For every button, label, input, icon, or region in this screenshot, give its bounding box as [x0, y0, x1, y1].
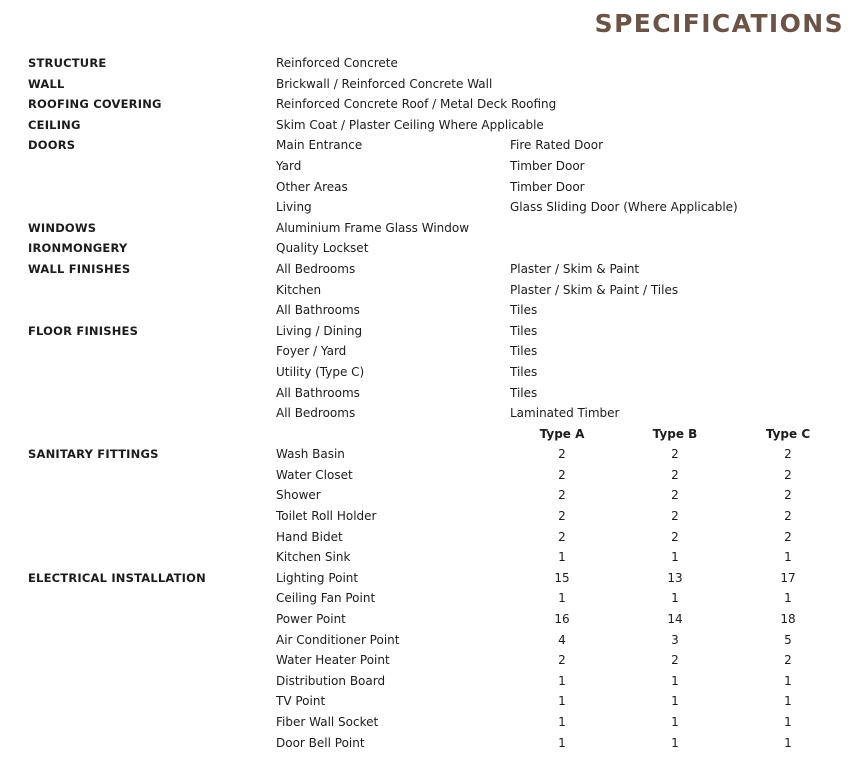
spec-row [0, 280, 868, 301]
spec-row [0, 321, 868, 342]
type-count: 1 [558, 673, 566, 688]
type-count: 1 [671, 591, 679, 606]
spec-row [0, 527, 868, 548]
type-count: 2 [671, 529, 679, 544]
spec-row [0, 609, 868, 630]
spec-item: Skim Coat / Plaster Ceiling Where Applicable [276, 117, 544, 132]
spec-item: Lighting Point [276, 570, 359, 585]
spec-value: Laminated Timber [510, 406, 620, 421]
spec-item: Wash Basin [276, 447, 345, 462]
spec-item: Aluminium Frame Glass Window [276, 220, 470, 235]
spec-value: Tiles [510, 364, 538, 379]
spec-row [0, 547, 868, 568]
spec-item: Distribution Board [276, 673, 386, 688]
spec-value: Tiles [510, 323, 538, 338]
type-count: 16 [554, 612, 570, 627]
type-count: 1 [558, 694, 566, 709]
spec-value: Tiles [510, 303, 538, 318]
spec-row [0, 383, 868, 404]
type-count: 1 [558, 550, 566, 565]
spec-item: Utility (Type C) [276, 364, 365, 379]
type-count: 1 [784, 735, 792, 750]
spec-item: Living / Dining [276, 323, 363, 338]
spec-row [0, 424, 868, 445]
specifications-table [0, 53, 868, 753]
spec-row [0, 300, 868, 321]
type-count: 1 [671, 694, 679, 709]
spec-row [0, 691, 868, 712]
spec-row [0, 650, 868, 671]
spec-category: ROOFING COVERING [28, 97, 162, 112]
page-title: SPECIFICATIONS [594, 9, 844, 38]
spec-item: Fiber Wall Socket [276, 715, 379, 729]
spec-row [0, 135, 868, 156]
type-count: 2 [671, 509, 679, 524]
spec-row [0, 259, 868, 280]
spec-category: FLOOR FINISHES [28, 323, 139, 338]
type-count: 1 [784, 673, 792, 688]
type-count: 1 [671, 550, 679, 565]
spec-value: Glass Sliding Door (Where Applicable) [510, 200, 738, 215]
spec-row [0, 341, 868, 362]
spec-item: Door Bell Point [276, 735, 365, 750]
type-count: 1 [784, 591, 792, 606]
spec-row [0, 177, 868, 198]
spec-item: Hand Bidet [276, 529, 343, 544]
type-count: 2 [558, 509, 566, 524]
spec-row [0, 218, 868, 239]
type-header: Type B [652, 426, 698, 441]
spec-value: Plaster / Skim & Paint / Tiles [510, 282, 679, 297]
spec-row [0, 568, 868, 589]
type-count: 1 [671, 735, 679, 750]
spec-item: Power Point [276, 612, 346, 627]
type-count: 2 [558, 467, 566, 482]
spec-item: Brickwall / Reinforced Concrete Wall [276, 76, 493, 91]
spec-category: WALL FINISHES [28, 261, 131, 276]
type-header: Type C [765, 426, 811, 441]
spec-value: Plaster / Skim & Paint [510, 261, 640, 276]
spec-item: All Bathrooms [276, 303, 360, 318]
type-count: 14 [667, 612, 683, 627]
type-count: 1 [558, 735, 566, 750]
spec-item: Kitchen [276, 282, 322, 297]
spec-value: Timber Door [510, 158, 585, 173]
type-count: 2 [558, 529, 566, 544]
type-count: 2 [558, 447, 566, 462]
spec-row [0, 156, 868, 177]
spec-item: All Bathrooms [276, 385, 360, 400]
spec-category: CEILING [28, 117, 81, 132]
type-count: 2 [671, 467, 679, 482]
type-count: 2 [558, 488, 566, 503]
spec-item: Yard [276, 158, 302, 173]
spec-item: Main Entrance [276, 138, 363, 153]
spec-item: Shower [276, 488, 321, 503]
spec-row [0, 465, 868, 486]
type-count: 2 [784, 529, 792, 544]
spec-value: Tiles [510, 344, 538, 359]
type-count: 1 [558, 591, 566, 606]
spec-item: All Bedrooms [276, 261, 356, 276]
spec-row [0, 74, 868, 95]
spec-category: STRUCTURE [28, 56, 107, 70]
spec-item: Ceiling Fan Point [276, 591, 376, 606]
type-count: 1 [784, 715, 792, 729]
spec-row [0, 362, 868, 383]
spec-row [0, 671, 868, 692]
type-count: 2 [671, 488, 679, 503]
type-count: 2 [784, 653, 792, 668]
spec-item: All Bedrooms [276, 406, 356, 421]
spec-row [0, 485, 868, 506]
type-count: 1 [558, 715, 566, 729]
type-count: 3 [671, 632, 679, 647]
spec-row [0, 444, 868, 465]
type-count: 1 [671, 715, 679, 729]
type-header: Type A [539, 426, 585, 441]
spec-category: WALL [28, 76, 65, 91]
spec-item: Kitchen Sink [276, 550, 351, 565]
spec-row [0, 506, 868, 527]
type-count: 18 [780, 612, 796, 627]
type-count: 2 [784, 488, 792, 503]
spec-category: WINDOWS [28, 220, 97, 235]
type-count: 2 [671, 653, 679, 668]
spec-category: SANITARY FITTINGS [28, 447, 159, 462]
spec-item: Reinforced Concrete [276, 56, 398, 70]
spec-row [0, 630, 868, 651]
type-count: 2 [784, 509, 792, 524]
spec-row [0, 712, 868, 733]
spec-row [0, 588, 868, 609]
spec-row [0, 733, 868, 754]
spec-item: Water Heater Point [276, 653, 390, 668]
type-count: 1 [671, 673, 679, 688]
spec-item: Living [276, 200, 312, 215]
spec-category: IRONMONGERY [28, 241, 128, 256]
type-count: 4 [558, 632, 566, 647]
spec-item: Quality Lockset [276, 241, 369, 256]
spec-row [0, 115, 868, 136]
type-count: 1 [784, 694, 792, 709]
spec-row [0, 94, 868, 115]
type-count: 2 [671, 447, 679, 462]
spec-item: Reinforced Concrete Roof / Metal Deck Roofing [276, 97, 557, 112]
type-count: 1 [784, 550, 792, 565]
spec-row [0, 403, 868, 424]
spec-item: TV Point [276, 694, 326, 709]
spec-row [0, 53, 868, 74]
spec-item: Foyer / Yard [276, 344, 347, 359]
spec-item: Other Areas [276, 179, 348, 194]
spec-value: Tiles [510, 385, 538, 400]
type-count: 15 [554, 570, 570, 585]
type-count: 17 [780, 570, 796, 585]
spec-category: DOORS [28, 138, 76, 153]
spec-item: Toilet Roll Holder [276, 509, 377, 524]
type-count: 2 [558, 653, 566, 668]
type-count: 13 [667, 570, 683, 585]
spec-row [0, 238, 868, 259]
spec-row [0, 197, 868, 218]
spec-item: Water Closet [276, 467, 353, 482]
type-count: 2 [784, 447, 792, 462]
spec-value: Fire Rated Door [510, 138, 604, 153]
spec-value: Timber Door [510, 179, 585, 194]
type-count: 2 [784, 467, 792, 482]
type-count: 5 [784, 632, 792, 647]
spec-item: Air Conditioner Point [276, 632, 400, 647]
spec-category: ELECTRICAL INSTALLATION [28, 570, 206, 585]
